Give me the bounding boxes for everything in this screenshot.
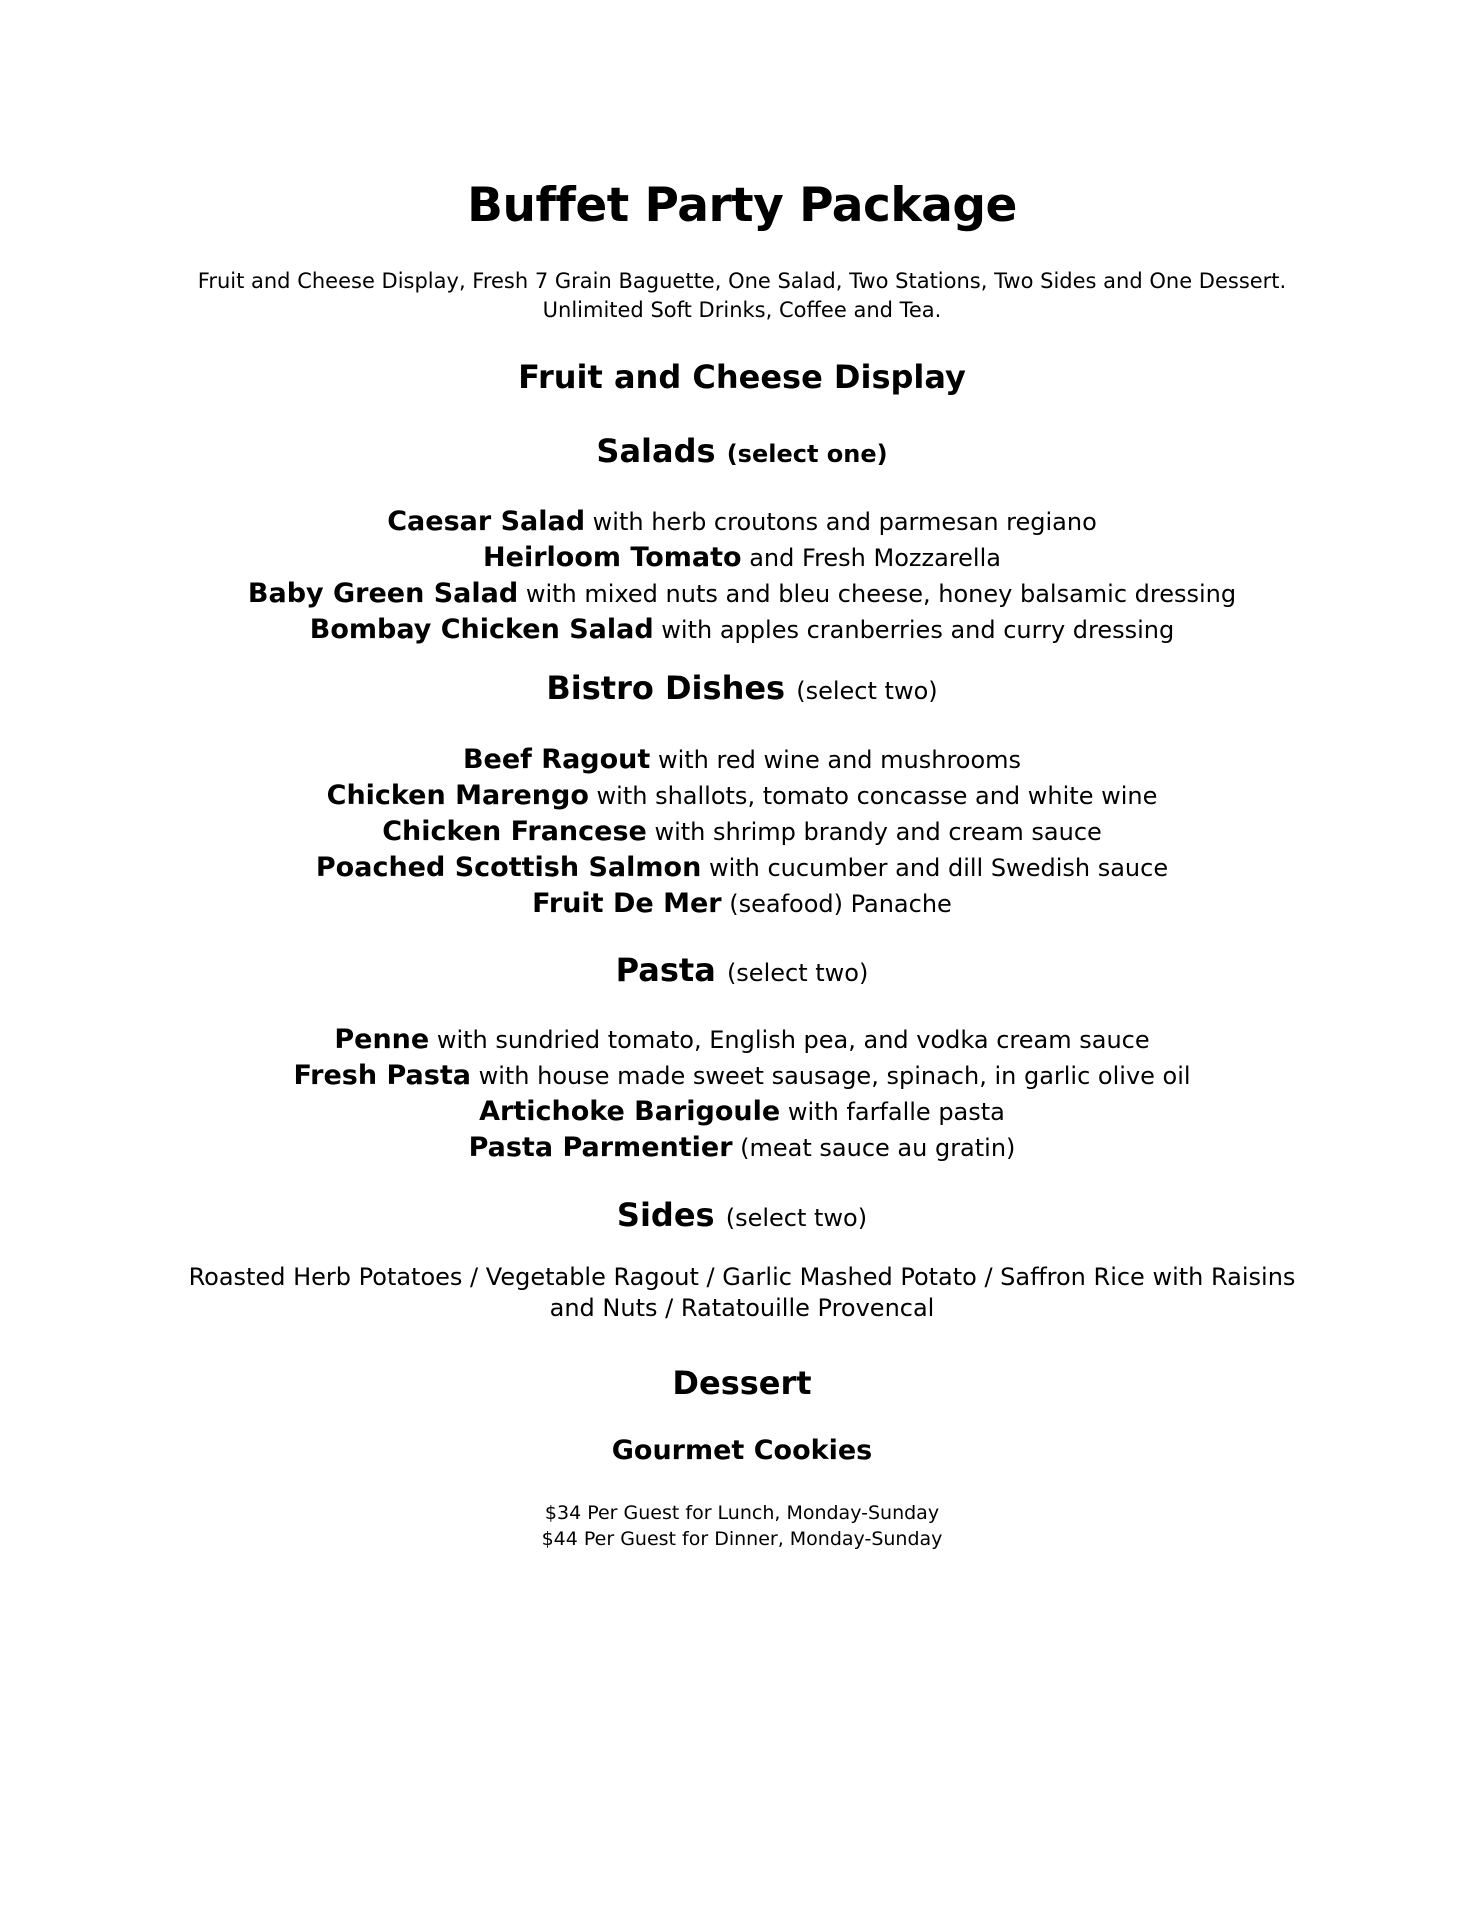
item-description: with shrimp brandy and cream sauce — [646, 818, 1102, 846]
salads-list — [0, 504, 1484, 648]
item-name: Baby Green Salad — [247, 578, 519, 609]
sides-select-note: (select two) — [725, 1204, 868, 1232]
bistro-select-note: (select two) — [796, 677, 938, 705]
salads-heading — [0, 431, 1484, 474]
item-description: (meat sauce au gratin) — [732, 1134, 1016, 1162]
salads-heading-text: Salads — [596, 432, 716, 470]
dessert-item: Gourmet Cookies — [611, 1435, 873, 1466]
fruit-cheese-heading — [0, 357, 1484, 397]
pasta-select-note: (select two) — [726, 959, 869, 987]
list-item — [0, 814, 1484, 850]
sides-list — [0, 1262, 1484, 1324]
item-name: Pasta Parmentier — [468, 1132, 733, 1163]
item-description: and Fresh Mozzarella — [741, 544, 1001, 572]
item-name: Chicken Marengo — [326, 780, 589, 811]
item-name: Caesar Salad — [387, 506, 586, 537]
list-item — [0, 576, 1484, 612]
salads-select-note: (select one) — [726, 440, 888, 468]
list-item — [0, 540, 1484, 576]
item-description: with red wine and mushrooms — [650, 746, 1022, 774]
sides-line-2: and Nuts / Ratatouille Provencal — [549, 1294, 935, 1322]
item-description: with shallots, tomato concasse and white wine — [588, 782, 1158, 810]
item-name: Bombay Chicken Salad — [309, 614, 654, 645]
item-name: Fruit De Mer — [532, 888, 722, 919]
item-description: with sundried tomato, English pea, and vodka cream sauce — [429, 1026, 1150, 1054]
list-item — [0, 778, 1484, 814]
dessert-heading-text: Dessert — [672, 1364, 812, 1402]
item-description: with mixed nuts and bleu cheese, honey balsamic dressing — [518, 580, 1237, 608]
item-name: Fresh Pasta — [293, 1060, 471, 1091]
list-item — [0, 612, 1484, 648]
item-description: with herb croutons and parmesan regiano — [585, 508, 1097, 536]
bistro-list — [0, 742, 1484, 922]
page-title: Buffet Party Package — [467, 178, 1017, 233]
dessert-heading — [0, 1363, 1484, 1403]
list-item — [0, 1094, 1484, 1130]
price-dinner: $44 Per Guest for Dinner, Monday-Sunday — [541, 1528, 943, 1550]
sides-line-1: Roasted Herb Potatoes / Vegetable Ragout / Garlic Mashed Potato / Saffron Rice with Raisins — [188, 1263, 1296, 1291]
bistro-heading — [0, 668, 1484, 711]
list-item — [0, 1058, 1484, 1094]
price-lunch: $34 Per Guest for Lunch, Monday-Sunday — [544, 1502, 940, 1524]
item-description: with cucumber and dill Swedish sauce — [701, 854, 1169, 882]
item-description: with house made sweet sausage, spinach, in garlic olive oil — [470, 1062, 1191, 1090]
item-name: Chicken Francese — [382, 816, 647, 847]
item-description: with farfalle pasta — [780, 1098, 1005, 1126]
item-name: Poached Scottish Salmon — [315, 852, 702, 883]
pasta-heading — [0, 950, 1484, 993]
item-name: Heirloom Tomato — [483, 542, 742, 573]
list-item — [0, 886, 1484, 922]
list-item — [0, 742, 1484, 778]
pasta-list — [0, 1022, 1484, 1166]
bistro-heading-text: Bistro Dishes — [546, 669, 786, 707]
sides-heading-text: Sides — [616, 1196, 715, 1234]
package-description-line-1: Fruit and Cheese Display, Fresh 7 Grain Baguette, One Salad, Two Stations, Two Sides and One Dessert. — [197, 269, 1287, 293]
item-name: Penne — [334, 1024, 430, 1055]
list-item — [0, 1130, 1484, 1166]
package-description — [0, 267, 1484, 325]
item-name: Artichoke Barigoule — [479, 1096, 781, 1127]
item-description: (seafood) Panache — [721, 890, 952, 918]
package-description-line-2: Unlimited Soft Drinks, Coffee and Tea. — [542, 298, 942, 322]
pricing — [0, 1500, 1484, 1552]
item-description: with apples cranberries and curry dressing — [653, 616, 1175, 644]
list-item — [0, 1022, 1484, 1058]
item-name: Beef Ragout — [462, 744, 651, 775]
sides-heading — [0, 1195, 1484, 1238]
fruit-cheese-heading-text: Fruit and Cheese Display — [518, 358, 966, 396]
list-item — [0, 504, 1484, 540]
pasta-heading-text: Pasta — [615, 951, 716, 989]
list-item — [0, 850, 1484, 886]
